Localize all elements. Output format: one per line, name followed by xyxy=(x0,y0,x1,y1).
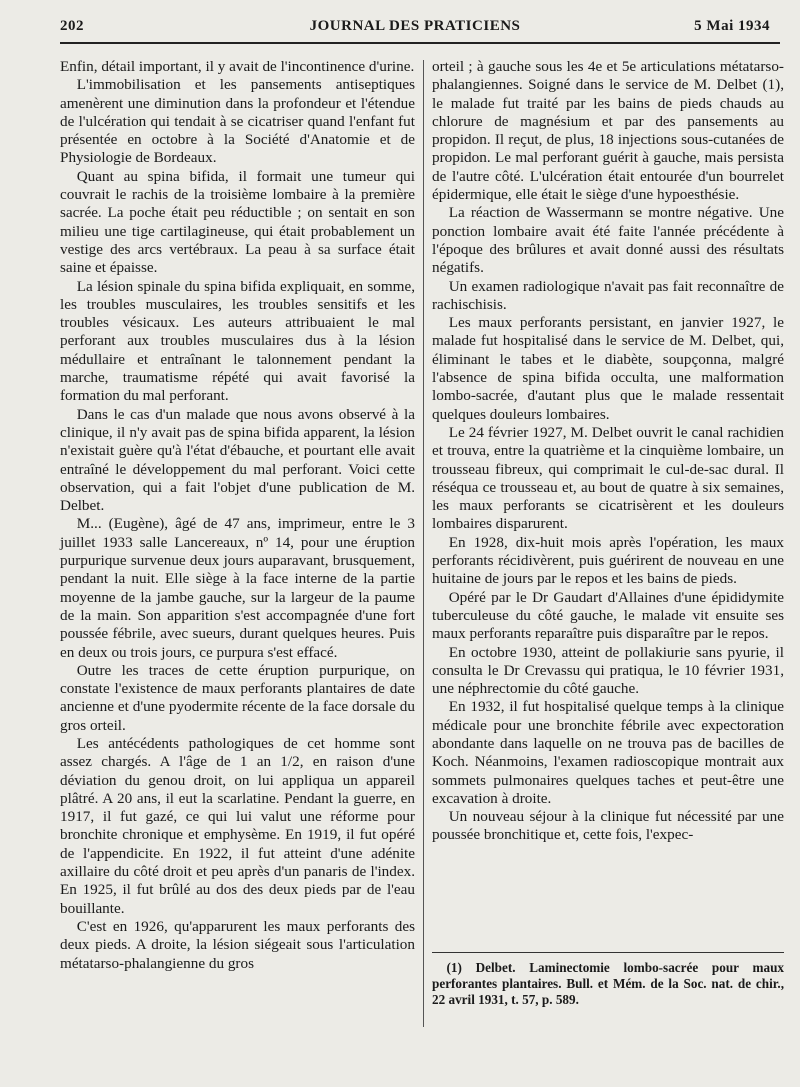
paragraph: C'est en 1926, qu'apparurent les maux perforants des deux pieds. A droite, la lésion siégeait sous l'articulation métatarso-phalangienne du gros xyxy=(60,917,415,972)
header-rule xyxy=(60,42,780,44)
left-column xyxy=(60,58,415,973)
paragraph: Outre les traces de cette éruption purpurique, on constate l'existence de maux perforants plantaires de date ancienne et d'une pyodermite récente de la face dorsale du gros orteil. xyxy=(60,661,415,734)
footnote-text: (1) Delbet. Laminectomie lombo-sacrée pour maux perforantes plantaires. Bull. et Mém. de la Soc. nat. de chir., 22 avril 1931, t. 57, p. 589. xyxy=(432,960,784,1007)
paragraph: Un nouveau séjour à la clinique fut nécessité par une poussée bronchitique et, cette fois, l'expec- xyxy=(432,808,784,844)
paragraph: En 1928, dix-huit mois après l'opération, les maux perforants récidivèrent, puis guérirent de nouveau en une huitaine de jours par le repos et les bains de pieds. xyxy=(432,533,784,588)
footnote xyxy=(432,960,784,1008)
paragraph: Les maux perforants persistant, en janvier 1927, le malade fut hospitalisé dans le service de M. Delbet, qui, éliminant le tabes et le diabète, soupçonna, malgré l'absence de spina bifida occulta, une malformation lombo-sacrée, d'autant plus que le malade ressentait quelques douleurs lombaires. xyxy=(432,314,784,423)
paragraph: Enfin, détail important, il y avait de l'incontinence d'urine. xyxy=(60,58,415,75)
paragraph: Quant au spina bifida, il formait une tumeur qui couvrait le rachis de la troisième lombaire à la première sacrée. La poche était peu réductible ; on sentait en son milieu une tige cartilagineuse, qui était probablement un vestige des arcs vertébraux. La peau à sa surface était saine et épaisse. xyxy=(60,167,415,277)
paragraph: La lésion spinale du spina bifida expliquait, en somme, les troubles musculaires, les troubles sensitifs et les troubles vésicaux. Les auteurs attribuaient le mal perforant aux troubles musculaires dus à la lésion médullaire et entraînant le talonnement pendant la marche, traumatisme répété qui avait favorisé la formation du mal perforant. xyxy=(60,277,415,405)
paragraph: orteil ; à gauche sous les 4e et 5e articulations métatarso-phalangiennes. Soigné dans le service de M. Delbet (1), le malade fut traité par les bains de pieds chauds au chlorure de magnésium et par des pansements au propidon. Il reçut, de plus, 18 injections sous-cutanées de propidon. Le mal perforant guérit à gauche, mais persista de l'autre côté. L'ulcération était entourée d'un bourrelet épidermique, elle était le siège d'une hypoesthésie. xyxy=(432,58,784,204)
running-header xyxy=(60,18,770,40)
issue-date: 5 Mai 1934 xyxy=(694,18,770,34)
paragraph: Le 24 février 1927, M. Delbet ouvrit le canal rachidien et trouva, entre la quatrième et la cinquième lombaire, un trousseau fibreux, qui comprimait le cul-de-sac dural. Il réséqua ce trousseau et, au bout de quatre à six semaines, les maux perforants se cicatrisèrent et les douleurs lombaires disparurent. xyxy=(432,423,784,533)
paragraph: Un examen radiologique n'avait pas fait reconnaître de rachischisis. xyxy=(432,277,784,313)
paragraph: La réaction de Wassermann se montre négative. Une ponction lombaire avait été faite l'année précédente à l'époque des brûlures et avait donné aussi des résultats négatifs. xyxy=(432,204,784,277)
paragraph: En octobre 1930, atteint de pollakiurie sans pyurie, il consulta le Dr Crevassu qui pratiqua, le 10 février 1931, une néphrectomie du côté gauche. xyxy=(432,643,784,698)
paragraph: L'immobilisation et les pansements antiseptiques amenèrent une diminution dans la profondeur et l'étendue de l'ulcération qui tendait à se cicatriser quand l'enfant fut présentée en octobre à la Société d'Anatomie et de Physiologie de Bordeaux. xyxy=(60,76,415,167)
journal-title: JOURNAL DES PRATICIENS xyxy=(309,18,521,34)
paragraph: Les antécédents pathologiques de cet homme sont assez chargés. A l'âge de 1 an 1/2, en raison d'une déviation du genou droit, on lui appliqua un appareil plâtré. A 20 ans, il eut la scarlatine. Pendant la guerre, en 1917, il fut gazé, ce qui lui valut une réforme pour bronchite chronique et emphysème. En 1919, il fut opéré de l'appendicite. En 1922, il fut atteint d'une adénite axillaire du côté droit et peu après d'un panaris de l'index. En 1925, il fut brûlé au dos des deux pieds par de l'eau bouillante. xyxy=(60,734,415,917)
paragraph: Dans le cas d'un malade que nous avons observé à la clinique, il n'y avait pas de spina bifida apparent, la lésion n'existait guère qu'à l'état d'ébauche, et pourtant elle avait entraîné le développement du mal perforant. Voici cette observation, qui a fait l'objet d'une publication de M. Delbet. xyxy=(60,405,415,515)
column-divider xyxy=(423,60,424,1027)
page-number: 202 xyxy=(60,18,84,34)
paragraph: Opéré par le Dr Gaudart d'Allaines d'une épididymite tuberculeuse du côté gauche, le malade vit ensuite ses maux perforants reparaître puis disparaître par le repos. xyxy=(432,588,784,643)
footnote-rule xyxy=(432,952,784,953)
paragraph: En 1932, il fut hospitalisé quelque temps à la clinique médicale pour une bronchite fébrile avec expectoration abondante dans laquelle on ne trouva pas de bacilles de Koch. Néanmoins, l'examen radioscopique montrait aux sommets pulmonaires quelques taches et peut-être une excavation à droite. xyxy=(432,698,784,807)
right-column xyxy=(432,58,784,845)
paragraph: M... (Eugène), âgé de 47 ans, imprimeur, entre le 3 juillet 1933 salle Lancereaux, nº 14, pour une éruption purpurique survenue deux jours auparavant, brusquement, pendant la nuit. Elle siège à la face interne de la partie moyenne de la jambe gauche, sur la largeur de la paume de la main. Son apparition s'est accompagnée d'une fort poussée fébrile, avec sueurs, durant quelques heures. Puis en deux ou trois jours, ce purpura s'est effacé. xyxy=(60,515,415,661)
